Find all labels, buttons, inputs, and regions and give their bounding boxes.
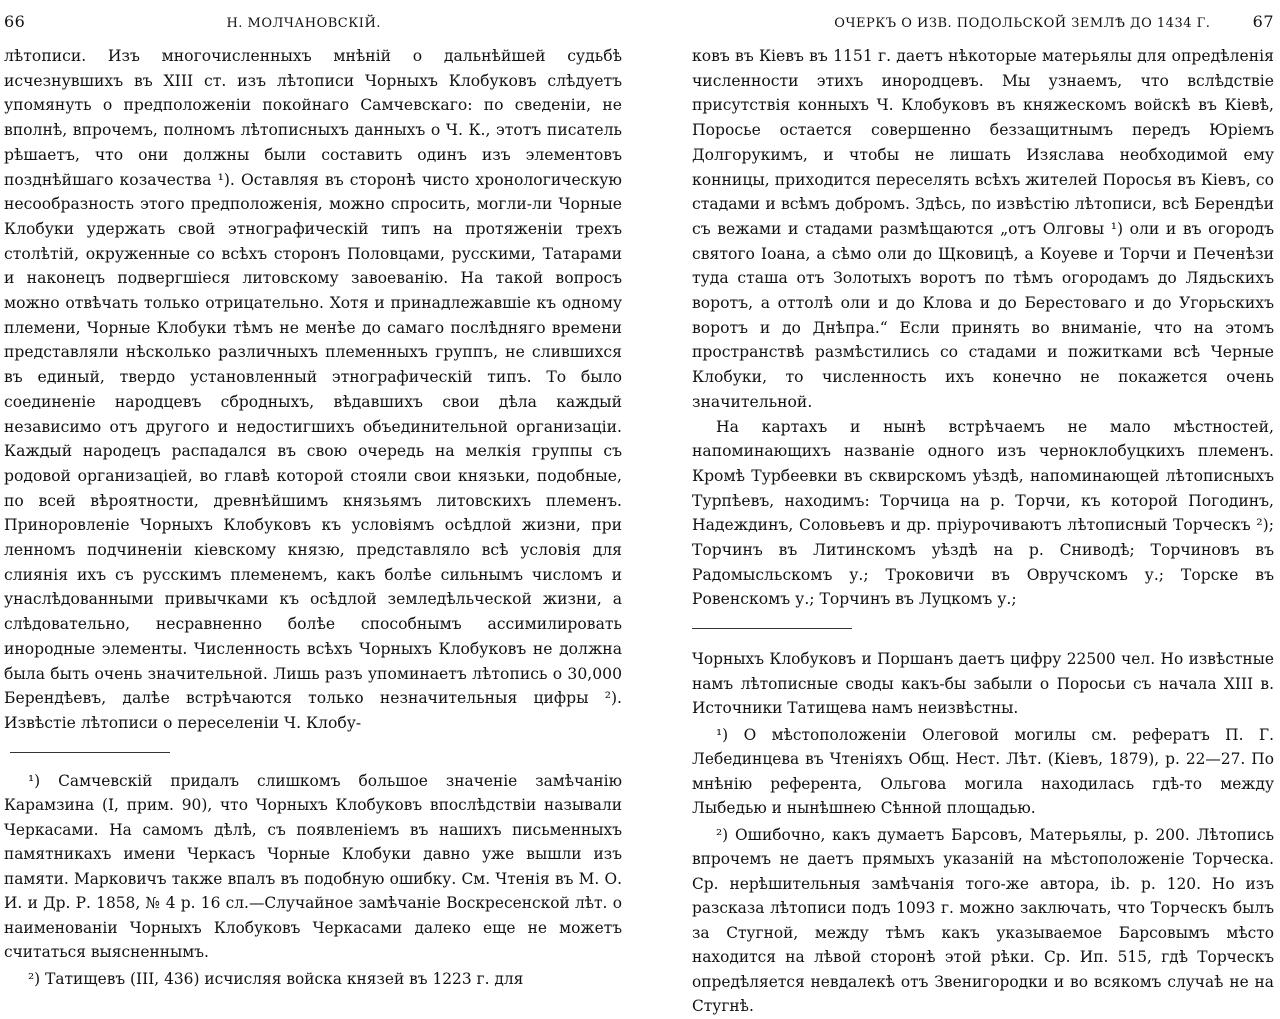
right-page-header (692, 12, 1274, 32)
footnote-2: ²) Ошибочно, какъ думаетъ Барсовъ, Матерьялы, р. 200. Лѣтопись впрочемъ не даетъ прямыхъ указаній на мѣстоположеніе Торческа. Ср. нерѣшительныя замѣчанія того-же автора, ib. р. 120. Но изъ разсказа лѣтописи подъ 1093 г. можно заключать, что Торческъ былъ за Стугной, между тѣмъ какъ указываемое Барсовымъ мѣсто находится на лѣвой сторонѣ этой рѣки. Ср. Ип. 515, гдѣ Торческъ опредѣляется невдалекѣ отъ Звенигородки и во всякомъ случаѣ не на Стугнѣ. (692, 825, 1274, 1016)
footnote-divider (10, 752, 170, 753)
footnote-1: ¹) Самчевскій придалъ слишкомъ большое значеніе замѣчанію Карамзина (I, прим. 90), что Чорныхъ Клобуковъ впослѣдствіи называли Черкасами. На самомъ дѣлѣ, съ появленіемъ въ нашихъ письменныхъ памятникахъ имени Черкасъ Чорные Клобуки давно уже вышли изъ памяти. Марковичъ также впалъ въ подобную ошибку. См. Чтенія въ М. О. И. и Др. Р. 1858, № 4 р. 16 сл.—Случайное замѣчаніе Воскресенской лѣт. о наименованіи Чорныхъ Клобуковъ Черкасами далеко еще не можетъ считаться выясненнымъ. (4, 771, 622, 962)
body-paragraph: лѣтописи. Изъ многочисленныхъ мнѣній о дальнѣйшей судьбѣ исчезнувшихъ въ XIII ст. изъ лѣтописи Чорныхъ Клобуковъ слѣдуетъ упомянуть о предположеніи покойнаго Самчевскаго: по сведеніи, не вполнѣ, впрочемъ, полномъ лѣтописныхъ данныхъ о Ч. К., этотъ писатель рѣшаетъ, что они должны были составить одинъ изъ элементовъ позднѣйшаго козачества ¹). Оставляя въ сторонѣ чисто хронологическую несообразность этого предположенія, можно спросить, могли-ли Чорные Клобуки удержать свой этнографическій типъ на протяженіи трехъ столѣтій, окруженные со всѣхъ сторонъ Половцами, русскими, Татарами и наконецъ подвергшіеся литовскому завоеванію. На такой вопросъ можно отвѣчать только отрицательно. Хотя и принадлежавшіе къ одному племени, Чорные Клобуки тѣмъ не менѣе до самаго послѣдняго времени представляли нѣсколько различныхъ племенныхъ группъ, не слившихся въ единый, твердо установленный этнографическій типъ. То было соединеніе народцевъ сбродныхъ, вѣдавшихъ свои дѣла каждый независимо отъ другого и недостигшихъ объединительной организаціи. Каждый народецъ распадался въ свою очередь на мелкія группы съ родовой организаціей, во главѣ которой стояли свои князьки, подобные, по всей вѣроятности, древнѣйшимъ князьямъ литовскихъ племенъ. Приноровленіе Чорныхъ Клобуковъ къ условіямъ осѣдлой жизни, при ленномъ подчиненіи кіевскому князю, представляло всѣ условія для слиянія ихъ съ русскимъ племенемъ, какъ болѣе сильнымъ числомъ и унаслѣдованными привычками къ осѣдлой земледѣльческой жизни, а слѣдовательно, несравненно болѣе способнымъ ассимилировать инородные элементы. Численность всѣхъ Чорныхъ Клобуковъ не должна была быть очень значительной. Лишь разъ упоминаетъ лѣтопись о 30,000 Берендѣевъ, далѣе встрѣчаются только незначительныя цифры ²). Извѣстіе лѣтописи о переселеніи Ч. Клобу- (4, 47, 622, 732)
page-number: 66 (4, 12, 26, 31)
left-page (0, 0, 640, 988)
body-paragraph: На картахъ и нынѣ встрѣчаемъ не мало мѣстностей, напоминающихъ названіе одного изъ черноклобуцкихъ племенъ. Кромѣ Турбеевки въ сквирскомъ уѣздѣ, напоминающей лѣтописныхъ Турпѣевъ, находимъ: Торчица на р. Торчи, къ которой Погодинъ, Надеждинъ, Соловьевъ и др. пріурочиваютъ лѣтописный Торческъ ²); Торчинъ въ Литинскомъ уѣздѣ на р. Сниводѣ; Торчиновъ въ Радомысльскомъ у.; Троковичи въ Овручскомъ у.; Торске въ Ровенскомъ у.; Торчинъ въ Луцкомъ у.; (692, 417, 1274, 609)
footnote-1: ¹) О мѣстоположеніи Олеговой могилы см. рефератъ П. Г. Лебединцева въ Чтеніяхъ Общ. Нест. Лѣт. (Кіевъ, 1879), р. 22—27. По мнѣнію референта, Ольгова могила находилась гдѣ-то между Лыбедью и нынѣшнею Сѣнной площадью. (692, 725, 1274, 818)
page-number: 67 (1252, 12, 1274, 31)
right-page-footnotes (692, 647, 1274, 1019)
right-page-body (692, 44, 1274, 612)
footnote-2: ²) Татищевъ (III, 436) исчисляя войска князей въ 1223 г. для (28, 969, 524, 988)
running-title: Н. МОЛЧАНОВСКІЙ. (226, 16, 381, 31)
left-page-header (4, 12, 622, 32)
body-paragraph: ковъ въ Кіевъ въ 1151 г. даетъ нѣкоторые матерьялы для опредѣленія численности этихъ инородцевъ. Мы узнаемъ, что вслѣдствіе присутствія конныхъ Ч. Клобуковъ въ княжескомъ войскѣ въ Кіевѣ, Поросье остается совершенно беззащитнымъ передъ Юріемъ Долгорукимъ, и чтобы не лишать Изяслава необходимой ему конницы, приходится переселять всѣхъ жителей Поросья въ Кіевъ, со стадами и всѣмъ добромъ. Здѣсь, по извѣстію лѣтописи, всѣ Берендѣи съ вежами и стадами размѣщаются „отъ Олговы ¹) оли и въ огородъ святого Іоана, а сѣмо оли до Щковицѣ, а Коуеве и Торчи и Печенѣзи туда сташа отъ Золотыхъ воротъ по тѣмъ огородамъ до Лядьскихъ воротъ, а оттолѣ оли и до Клова и до Берестоваго и до Угорьскихъ воротъ и до Днѣпра.“ Если принять во вниманіе, что на этомъ пространствѣ размѣстились со стадами и пожитками всѣ Черные Клобуки, то численность ихъ конечно не покажется очень значительной. (692, 47, 1274, 411)
footnote-continuation: Чорныхъ Клобуковъ и Поршанъ даетъ цифру 22500 чел. Но извѣстные намъ лѣтописные своды какъ-бы забыли о Поросьи съ начала XIII в. Источники Татищева намъ неизвѣстны. (692, 650, 1274, 718)
left-page-footnotes (4, 769, 622, 992)
right-page (640, 0, 1280, 1016)
footnote-divider (692, 628, 852, 629)
running-title: ОЧЕРКЪ О ИЗВ. ПОДОЛЬСКОЙ ЗЕМЛѢ ДО 1434 Г. (834, 16, 1211, 31)
left-page-body (4, 44, 622, 736)
